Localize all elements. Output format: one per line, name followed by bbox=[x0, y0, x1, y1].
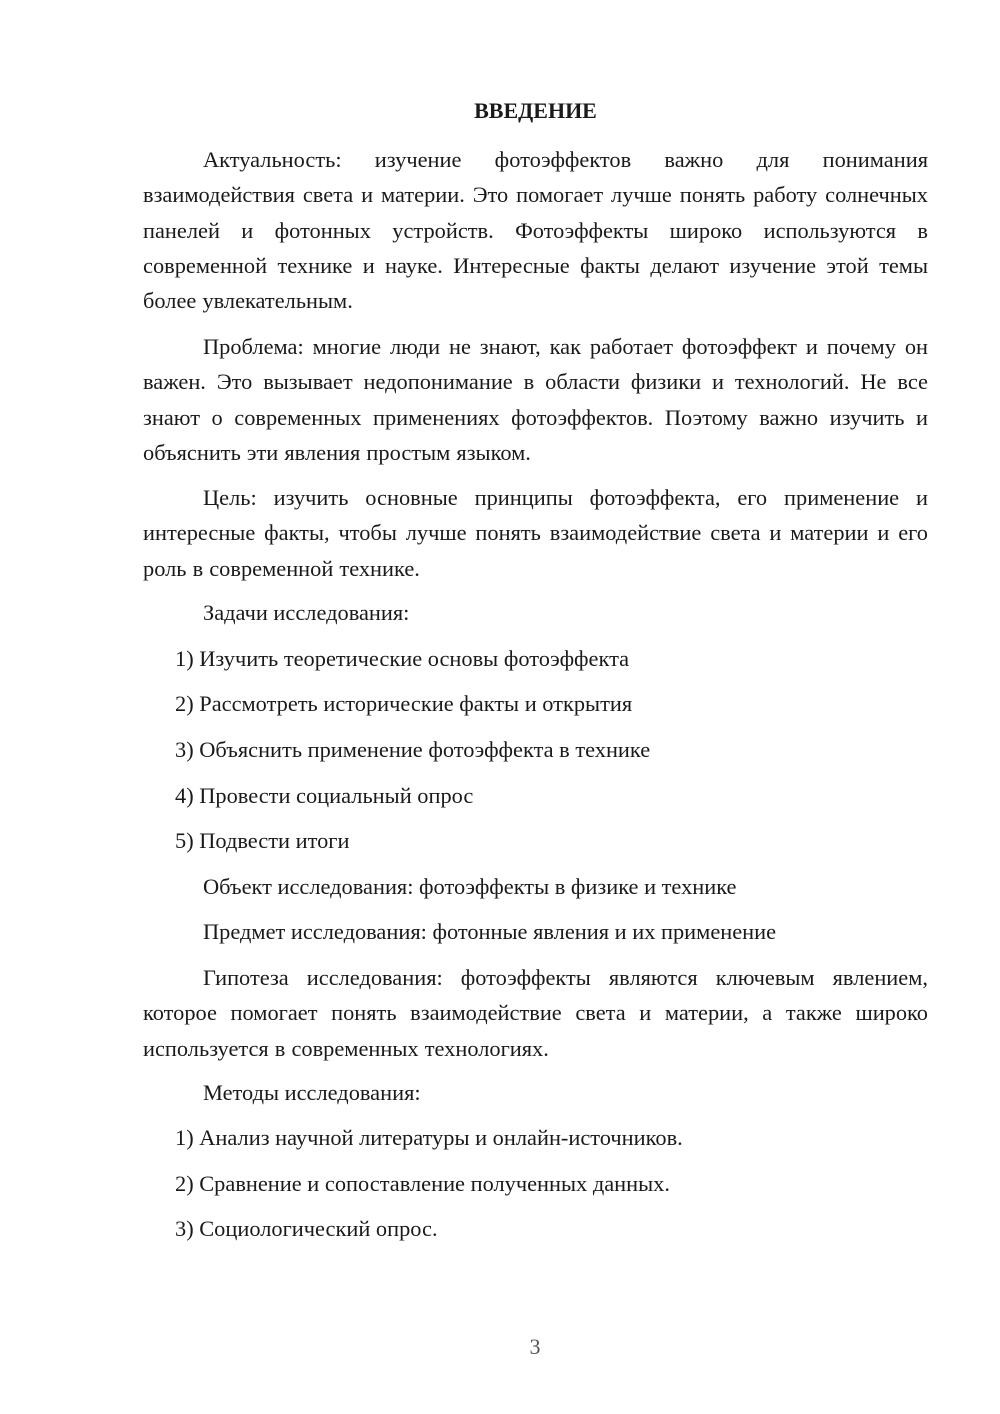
methods-title: Методы исследования: bbox=[203, 1080, 421, 1105]
task-item: 5) Подвести итоги bbox=[175, 828, 350, 853]
research-object: Объект исследования: фотоэффекты в физике и технике bbox=[203, 874, 737, 899]
task-item: 3) Объяснить применение фотоэффекта в технике bbox=[175, 737, 651, 762]
section-heading: ВВЕДЕНИЕ bbox=[474, 98, 597, 123]
method-item: 2) Сравнение и сопоставление полученных данных. bbox=[175, 1171, 670, 1196]
problem-paragraph: Проблема: многие люди не знают, как работает фотоэффект и почему он важен. Это вызывает недопонимание в области физики и технологий. Не все знают о современных применениях фотоэффектов. Поэтому важно изучить и объяснить эти явления простым языком. bbox=[143, 334, 928, 465]
method-item: 3) Социологический опрос. bbox=[175, 1216, 438, 1241]
task-item: 2) Рассмотреть исторические факты и открытия bbox=[175, 691, 633, 716]
page-number: 3 bbox=[529, 1334, 541, 1359]
task-item: 4) Провести социальный опрос bbox=[175, 783, 474, 808]
hypothesis-paragraph: Гипотеза исследования: фотоэффекты являются ключевым явлением, которое помогает понять взаимодействие света и материи, а также широко используется в современных технологиях. bbox=[143, 965, 928, 1061]
goal-paragraph: Цель: изучить основные принципы фотоэффекта, его применение и интересные факты, чтобы лучше понять взаимодействие света и материи и его роль в современной технике. bbox=[143, 485, 928, 581]
method-item: 1) Анализ научной литературы и онлайн-источников. bbox=[175, 1125, 683, 1150]
relevance-paragraph: Актуальность: изучение фотоэффектов важно для понимания взаимодействия света и материи. Это помогает лучше понять работу солнечных панелей и фотонных устройств. Фотоэффекты широко используются в современной технике и науке. Интересные факты делают изучение этой темы более увлекательным. bbox=[143, 147, 928, 314]
task-item: 1) Изучить теоретические основы фотоэффекта bbox=[175, 646, 630, 671]
tasks-title: Задачи исследования: bbox=[203, 600, 410, 625]
research-subject: Предмет исследования: фотонные явления и их применение bbox=[203, 919, 777, 944]
